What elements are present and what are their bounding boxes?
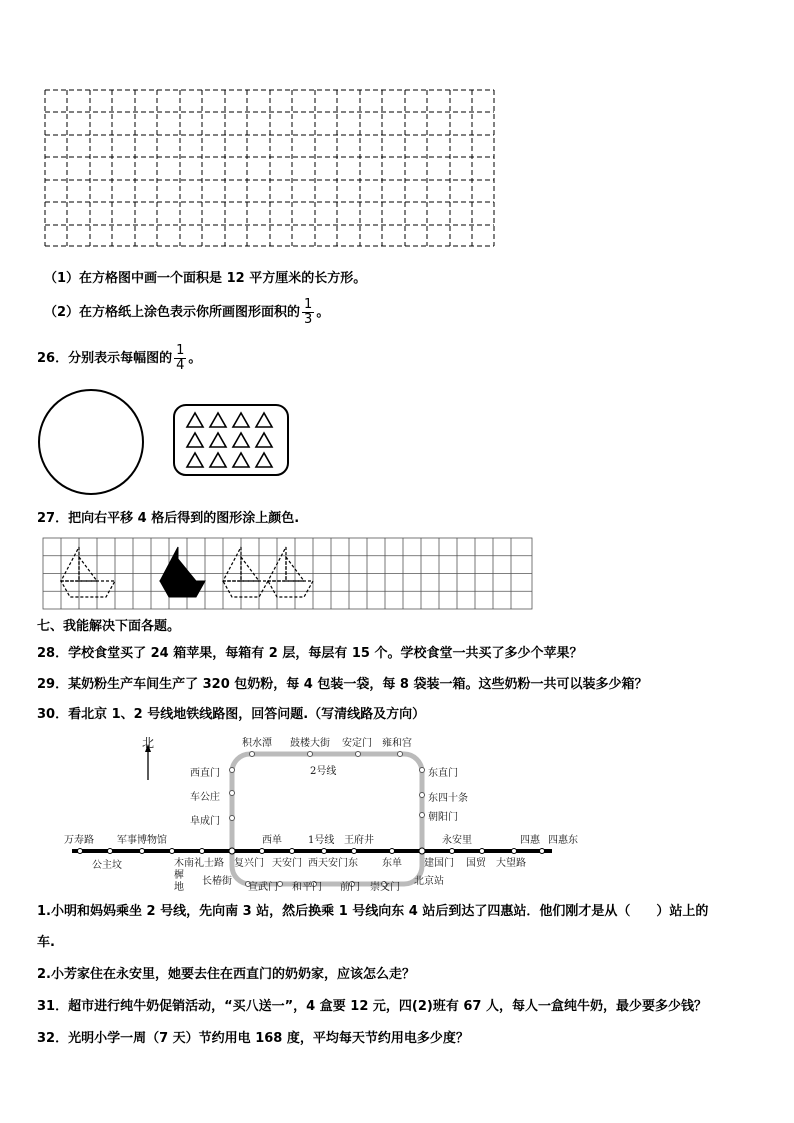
station-tiananmenxi: 天安门 [272, 858, 302, 869]
fraction-one-third [302, 298, 314, 327]
station-dongdan: 东单 [382, 858, 402, 869]
station-jishuitan: 积水潭 [242, 738, 272, 749]
q30-sub1-cont: 车. [37, 935, 55, 950]
station-muxidi: 木南礼士路 [174, 858, 224, 869]
station-chongwenmen: 崇文门 [370, 882, 400, 893]
square-grid[interactable] [44, 88, 496, 248]
station-guomao: 国贸 [466, 858, 486, 869]
station-muxidi-2: 樨 [174, 870, 184, 881]
station-muxidi-3: 地 [174, 882, 184, 893]
station-dawanglu: 大望路 [496, 858, 526, 869]
q27-prompt: 27．把向右平移 4 格后得到的图形涂上颜色. [37, 511, 300, 526]
station-sihuidong: 四惠东 [548, 835, 578, 846]
station-gulou: 鼓楼大街 [290, 738, 330, 749]
fraction-numerator: 1 [176, 343, 185, 358]
translation-grid[interactable] [42, 537, 534, 611]
station-wanshoulu: 万寿路 [64, 835, 94, 846]
station-yonghegong: 雍和宫 [382, 738, 412, 749]
station-xizhimen: 西直门 [190, 768, 220, 779]
station-qianmen: 前门 [340, 882, 360, 893]
q29-text: 29．某奶粉生产车间生产了 320 包奶粉，每 4 包装一袋，每 8 袋装一箱。这些奶粉一共可以装多少箱？ [37, 677, 648, 692]
q30-text: 30．看北京 1、2 号线地铁线路图，回答问题.（写清线路及方向） [37, 707, 426, 722]
q25-sub2-suffix: 。 [316, 305, 330, 320]
q25-sub1: （1）在方格图中画一个面积是 12 平方厘米的长方形。 [44, 271, 367, 286]
station-chegongzhuang: 车公庄 [190, 792, 220, 803]
station-xuanwumen: 宣武门 [248, 882, 278, 893]
subway-map-lines [62, 730, 582, 895]
q28-text: 28．学校食堂买了 24 箱苹果，每箱有 2 层，每层有 15 个。学校食堂一共买了多少个苹果？ [37, 646, 583, 661]
line2-label: 2号线 [310, 766, 337, 777]
station-jianguomen: 建国门 [424, 858, 454, 869]
station-beijingzhan: 北京站 [414, 876, 444, 887]
station-wangfujing: 王府井 [344, 835, 374, 846]
station-chaoyangmen: 朝阳门 [428, 812, 458, 823]
station-sihui: 四惠 [520, 835, 540, 846]
q26-prompt [37, 344, 201, 373]
fraction-one-quarter [174, 344, 186, 373]
line1-label: 1号线 [308, 835, 335, 846]
station-dongzhimen: 东直门 [428, 768, 458, 779]
station-hepingmen: 和平门 [292, 882, 322, 893]
q26-text: 26．分别表示每幅图的 [37, 351, 173, 366]
station-xidan: 西单 [262, 835, 282, 846]
station-fuchengmen: 阜成门 [190, 816, 220, 827]
section-title: 七、我能解决下面各题。 [37, 619, 181, 634]
station-andingmen: 安定门 [342, 738, 372, 749]
circle-figure[interactable] [37, 388, 147, 496]
q32-text: 32．光明小学一周（7 天）节约用电 168 度，平均每天节约用电多少度？ [37, 1031, 469, 1046]
fraction-denominator: 3 [304, 312, 313, 327]
station-xitiananmendong: 西天安门东 [308, 858, 358, 869]
q30-sub1: 1.小明和妈妈乘坐 2 号线，先向南 3 站，然后换乘 1 号线向东 4 站后到达了四惠站．他们刚才是从（ ）站上的 [37, 904, 709, 919]
fraction-denominator: 4 [176, 358, 185, 373]
station-dongsishitiao: 东四十条 [428, 793, 468, 804]
station-yonganli: 永安里 [442, 835, 472, 846]
q31-text: 31．超市进行纯牛奶促销活动，“买八送一”，4 盒要 12 元，四(2)班有 67 人，每人一盒纯牛奶，最少要多少钱？ [37, 999, 707, 1014]
q30-sub2: 2.小芳家住在永安里，她要去住在西直门的奶奶家，应该怎么走？ [37, 967, 415, 982]
station-junshi: 军事博物馆 [117, 835, 167, 846]
triangles-card-figure[interactable] [172, 403, 290, 477]
q25-sub2 [44, 298, 329, 327]
station-changchunjie: 长椿街 [202, 876, 232, 887]
north-label: 北 [142, 736, 155, 750]
station-gongzhufen: 公主坟 [92, 860, 122, 871]
fraction-numerator: 1 [304, 297, 313, 312]
q25-sub2-text: （2）在方格纸上涂色表示你所画图形面积的 [44, 305, 301, 320]
station-fuxingmen: 复兴门 [234, 858, 264, 869]
subway-map[interactable] [62, 730, 582, 895]
q26-suffix: 。 [188, 351, 202, 366]
